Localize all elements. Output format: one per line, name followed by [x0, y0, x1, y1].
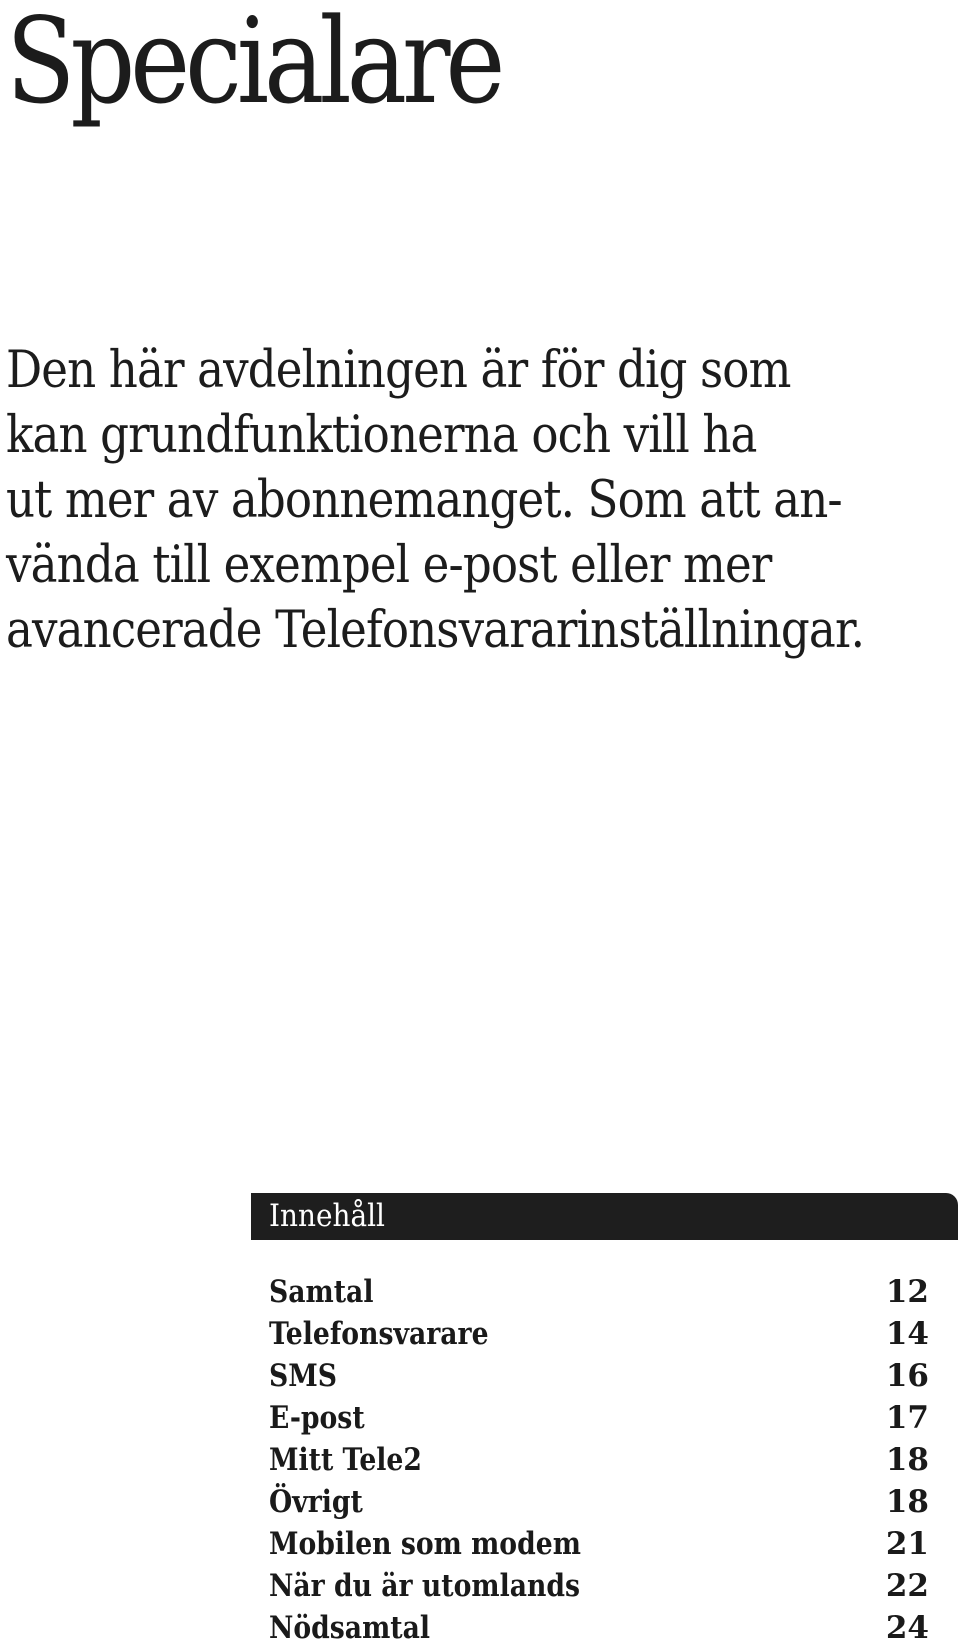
- toc-item-label: Mitt Tele2: [269, 1442, 422, 1478]
- intro-paragraph: [6, 338, 926, 663]
- toc-item-label: Mobilen som modem: [269, 1526, 581, 1562]
- intro-line: vända till exempel e-post eller mer: [6, 536, 772, 595]
- toc-heading: Innehåll: [269, 1198, 385, 1234]
- toc-item-mobilen-som-modem: [269, 1523, 929, 1565]
- toc-item-page: 14: [885, 1316, 929, 1352]
- toc-item-label: E-post: [269, 1400, 365, 1436]
- toc-item-samtal: [269, 1271, 929, 1313]
- toc-item-nodsamtal: [269, 1607, 929, 1649]
- intro-line: kan grundfunktionerna och vill ha: [6, 406, 757, 465]
- toc-item-label: SMS: [269, 1358, 338, 1394]
- toc-item-page: 18: [885, 1442, 929, 1478]
- toc-item-label: Telefonsvarare: [269, 1316, 489, 1352]
- toc-item-label: Övrigt: [269, 1484, 363, 1520]
- toc-item-page: 12: [885, 1274, 929, 1310]
- table-of-contents: [251, 1193, 958, 1646]
- toc-header-bar: [251, 1193, 958, 1240]
- toc-list: [269, 1271, 929, 1649]
- toc-item-telefonsvarare: [269, 1313, 929, 1355]
- toc-item-ovrigt: [269, 1481, 929, 1523]
- toc-item-e-post: [269, 1397, 929, 1439]
- toc-item-label: Nödsamtal: [269, 1610, 431, 1646]
- toc-item-label: Samtal: [269, 1274, 374, 1310]
- toc-item-page: 24: [885, 1610, 929, 1646]
- page-title: Specialare: [6, 0, 501, 130]
- intro-line: ut mer av abonnemanget. Som att an-: [6, 471, 842, 530]
- toc-item-sms: [269, 1355, 929, 1397]
- toc-item-page: 22: [885, 1568, 929, 1604]
- toc-item-label: När du är utomlands: [269, 1568, 581, 1604]
- toc-item-page: 16: [885, 1358, 929, 1394]
- toc-item-page: 18: [885, 1484, 929, 1520]
- toc-item-page: 21: [885, 1526, 929, 1562]
- toc-item-mitt-tele2: [269, 1439, 929, 1481]
- toc-item-page: 17: [885, 1400, 929, 1436]
- intro-line: avancerade Telefonsvararinställningar.: [6, 601, 865, 660]
- intro-line: Den här avdelningen är för dig som: [6, 341, 791, 400]
- toc-item-nar-du-ar-utomlands: [269, 1565, 929, 1607]
